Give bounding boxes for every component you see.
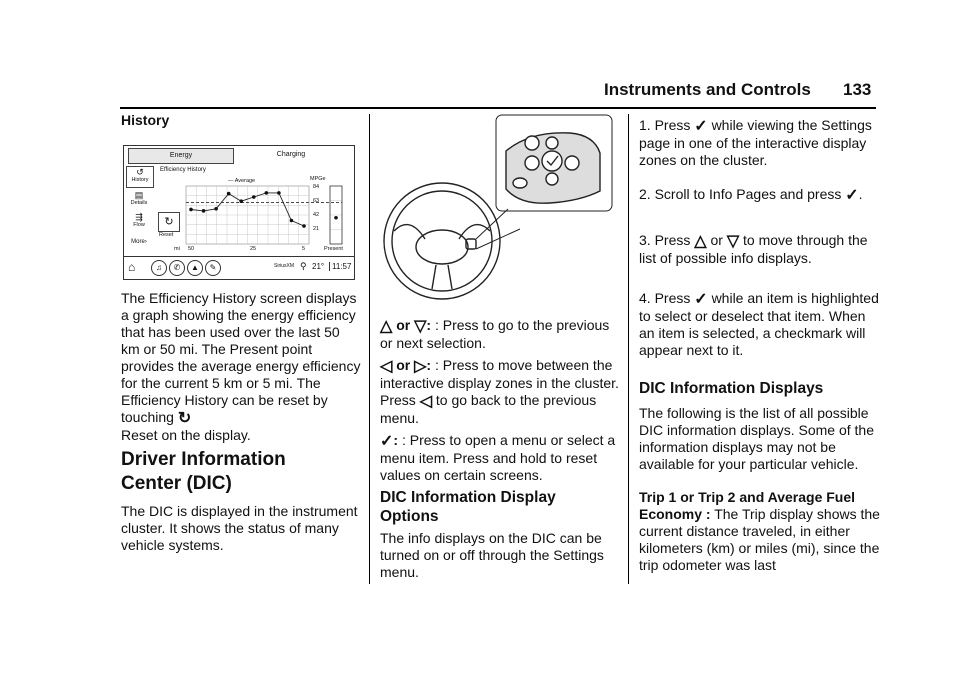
up-icon: △ <box>380 318 393 335</box>
page-number: 133 <box>843 80 872 99</box>
history-point <box>214 207 218 211</box>
legend-average: — Average <box>228 178 256 184</box>
y-tick: 42 <box>313 212 320 218</box>
efficiency-history-screen <box>123 145 355 280</box>
chevron-right-icon: › <box>144 239 147 245</box>
check-icon: ✓ <box>694 118 708 135</box>
efficiency-history-paragraph: The Efficiency History screen displays a graph showing the energy efficiency that has been used over the last 50 km or 50 mi. The Present point provides the average energy efficiency for the current 5 km or 5 mi. The Efficiency History can be reset by touching ↻ Reset on the display. <box>121 290 361 443</box>
dic-intro-paragraph: The DIC is displayed in the instrument cluster. It shows the status of many vehicle systems. <box>121 503 358 553</box>
history-point <box>227 192 231 196</box>
section-title: Instruments and Controls <box>604 80 811 99</box>
x-prefix: mi <box>174 246 180 252</box>
left-button <box>525 156 539 170</box>
present-point <box>334 216 338 220</box>
dic-heading: Driver Information Center (DIC) <box>121 449 286 494</box>
wheel-rim-outer <box>384 183 500 299</box>
down-icon: ▽ <box>414 318 427 335</box>
column-divider-left <box>369 114 370 584</box>
voice-button <box>525 136 539 150</box>
navigation-icon[interactable]: ▲ <box>187 260 203 276</box>
present-label: Present <box>324 246 343 252</box>
step-2: 2. Scroll to Info Pages and press ✓. <box>639 186 863 204</box>
check-icon: ✓ <box>845 187 859 204</box>
side-history[interactable]: ↺ History <box>126 166 154 188</box>
history-point <box>252 195 256 199</box>
flow-icon: ⇶ <box>135 212 143 222</box>
check-icon: ✓ <box>380 433 394 450</box>
details-icon: ▤ <box>134 190 144 200</box>
options-paragraph: The info displays on the DIC can be turned on or off through the Settings menu. <box>380 530 604 580</box>
x-tick: 5 <box>302 246 306 252</box>
leftright-description: ◁ or ▷: : Press to move between the interactive display zones in the cluster. Press ◁ to go back to the previous menu. <box>380 357 619 426</box>
history-icon: ↺ <box>136 167 144 177</box>
history-heading: History <box>121 112 170 128</box>
home-icon[interactable]: ⌂ <box>128 260 136 274</box>
left-icon: ◁ <box>419 393 432 410</box>
history-point <box>202 209 206 213</box>
right-icon: ▷ <box>414 358 427 375</box>
graph-title: Efficiency History <box>160 167 206 173</box>
history-point <box>189 208 193 212</box>
step-3: 3. Press △ or ▽ to move through the list of possible info displays. <box>639 232 868 266</box>
efficiency-graph <box>124 146 354 256</box>
down-icon: ▽ <box>726 233 740 250</box>
options-heading: DIC Information Display Options <box>380 489 556 525</box>
radio-label: SiriusXM <box>274 263 295 269</box>
reset-icon: ↻ <box>177 410 192 427</box>
history-point <box>277 191 281 195</box>
step-4: 4. Press ✓ while an item is highlighted to select or deselect that item. When an item is selected, a checkmark will appear next to it. <box>639 290 879 358</box>
y-tick: 21 <box>313 226 320 232</box>
audio-icon[interactable]: ♫ <box>151 260 167 276</box>
x-tick: 50 <box>188 246 195 252</box>
callout-lines <box>476 209 520 249</box>
tab-energy[interactable]: Energy <box>128 148 234 164</box>
unit-label: MPGe <box>310 176 326 182</box>
side-more[interactable]: More› <box>131 239 147 245</box>
up-button <box>546 137 558 149</box>
side-details[interactable]: ▤ Details <box>126 190 152 206</box>
wheel-rim-inner <box>392 191 492 291</box>
right-button <box>565 156 579 170</box>
trip-paragraph: Trip 1 or Trip 2 and Average Fuel Economy : The Trip display shows the current distance traveled, in either kilometers (km) or miles (mi), since the trip odometer was last <box>639 489 880 573</box>
location-pin-icon: ⚲ <box>300 261 307 271</box>
y-tick: 84 <box>313 184 320 190</box>
reset-icon[interactable]: ↻ <box>158 212 180 232</box>
check-icon: ✓ <box>694 291 708 308</box>
phone-icon[interactable]: ✆ <box>169 260 185 276</box>
header-rule <box>120 107 876 109</box>
side-flow[interactable]: ⇶ Flow <box>126 212 152 228</box>
clock: 11:57 <box>329 262 351 271</box>
history-point <box>265 191 269 195</box>
status-bar <box>124 256 354 279</box>
displays-heading: DIC Information Displays <box>639 380 824 397</box>
x-tick: 25 <box>250 246 257 252</box>
steering-wheel-illustration <box>380 113 615 303</box>
temperature: 21° <box>312 262 325 271</box>
displays-paragraph: The following is the list of all possible DIC information displays. Some of the information displays may not be available for your particular vehicle. <box>639 405 874 472</box>
history-point <box>302 224 306 228</box>
wheel-spokes <box>394 225 490 289</box>
wheel-hub <box>416 230 468 264</box>
left-icon: ◁ <box>380 358 393 375</box>
tab-charging[interactable]: Charging <box>276 151 306 158</box>
up-icon: △ <box>694 233 707 250</box>
mode-button <box>513 178 527 188</box>
step-1: 1. Press ✓ while viewing the Settings page in one of the interactive display zones on the cluster. <box>639 117 872 168</box>
column-divider-right <box>628 114 629 584</box>
down-button <box>546 173 558 185</box>
reset-label: Reset <box>159 232 174 238</box>
history-point <box>290 219 294 223</box>
y-tick: 63 <box>313 198 320 204</box>
check-button <box>542 151 562 171</box>
climate-icon[interactable]: ✎ <box>205 260 221 276</box>
updown-description: △ or ▽: : Press to go to the previous or next selection. <box>380 317 610 351</box>
history-point <box>239 199 243 203</box>
check-description: ✓: : Press to open a menu or select a menu item. Press and hold to reset values on certain screens. <box>380 432 616 483</box>
